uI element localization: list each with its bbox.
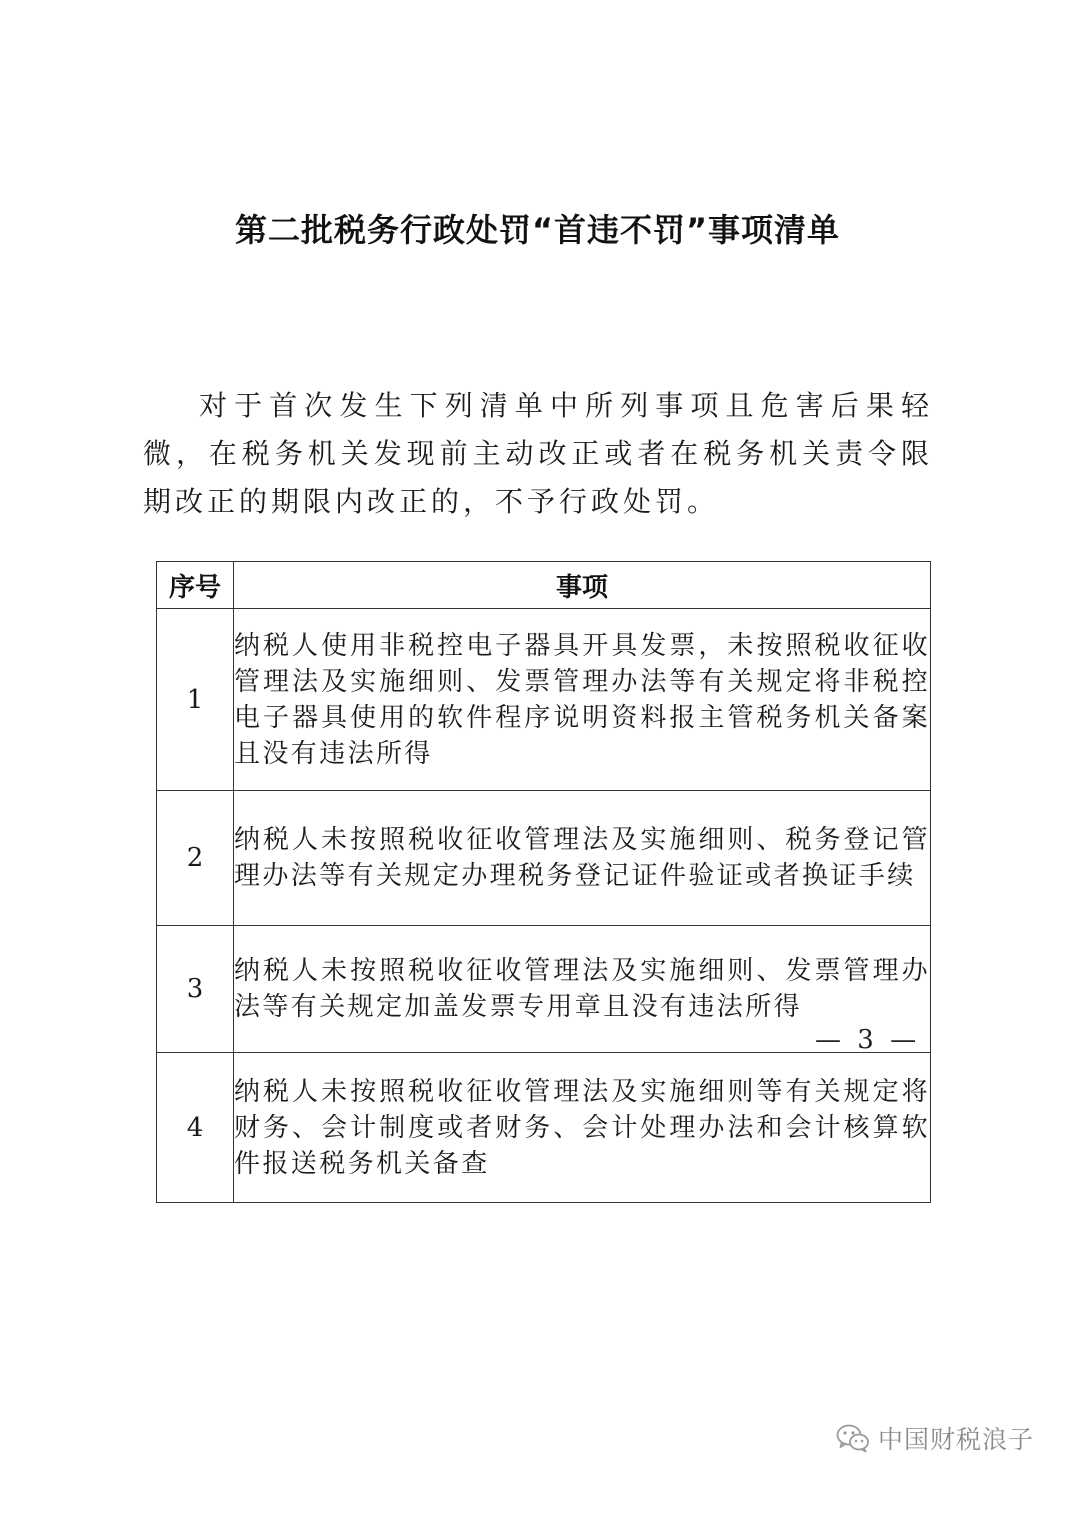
- table-header-row: [157, 562, 931, 609]
- row-item: 纳税人未按照税收征收管理法及实施细则等有关规定将财务、会计制度或者财务、会计处理办法和会计核算软件报送税务机关备查: [234, 1053, 931, 1203]
- watermark-text: 中国财税浪子: [878, 1425, 1035, 1454]
- row-number: 3: [157, 926, 234, 1053]
- row-number: 1: [157, 609, 234, 791]
- table-row: [157, 1053, 931, 1203]
- intro-paragraph: 对于首次发生下列清单中所列事项且危害后果轻微，在税务机关发现前主动改正或者在税务机关责令限期改正的期限内改正的，不予行政处罚。: [143, 389, 933, 518]
- watermark: [836, 1418, 1034, 1458]
- row-item: 纳税人未按照税收征收管理法及实施细则、税务登记管理办法等有关规定办理税务登记证件验证或者换证手续: [234, 791, 931, 926]
- header-item: 事项: [234, 562, 931, 609]
- page-number: — 3 —: [815, 1025, 921, 1055]
- items-table: [156, 561, 931, 1203]
- row-number: 2: [157, 791, 234, 926]
- row-number: 4: [157, 1053, 234, 1203]
- document-title: 第二批税务行政处罚“首违不罚”事项清单: [234, 211, 841, 249]
- header-number: 序号: [157, 562, 234, 609]
- wechat-icon: [836, 1423, 870, 1453]
- table-row: [157, 791, 931, 926]
- table-row: [157, 609, 931, 791]
- row-item: 纳税人未按照税收征收管理法及实施细则、发票管理办法等有关规定加盖发票专用章且没有违法所得: [234, 926, 931, 1053]
- row-item: 纳税人使用非税控电子器具开具发票，未按照税收征收管理法及实施细则、发票管理办法等有关规定将非税控电子器具使用的软件程序说明资料报主管税务机关备案且没有违法所得: [234, 609, 931, 791]
